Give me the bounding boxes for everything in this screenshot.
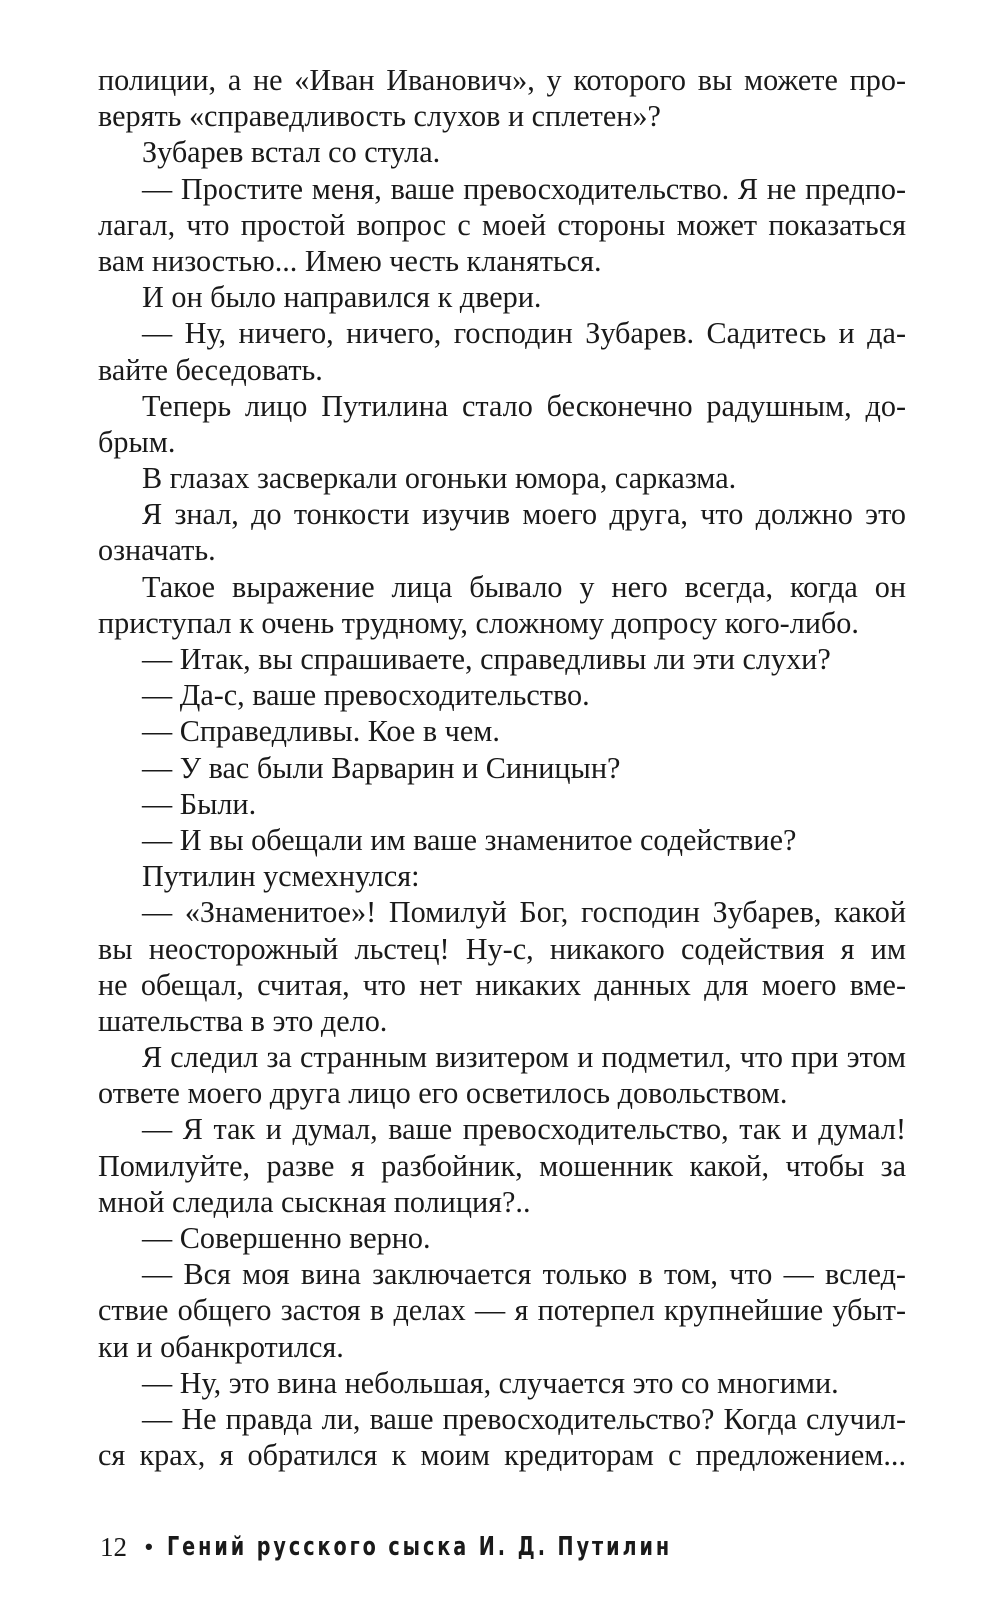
- text-line: — У вас были Варварин и Синицын?: [142, 750, 621, 785]
- text-line: — «Знаменитое»! Помилуй Бог, господин Зубарев, какой: [142, 895, 906, 930]
- text-line: Я следил за странным визитером и подметил, что при этом: [142, 1040, 906, 1075]
- text-line: — Были.: [142, 786, 257, 821]
- text-line: вам низостью... Имею честь кланяться.: [98, 243, 602, 278]
- text-line: — Не правда ли, ваше превосходительство? Когда случил-: [142, 1401, 906, 1436]
- text-line: — Ну, ничего, ничего, господин Зубарев. Садитесь и да-: [142, 316, 906, 351]
- text-line: приступал к очень трудному, сложному допросу кого-либо.: [98, 605, 859, 640]
- text-line: Я знал, до тонкости изучив моего друга, что должно это: [142, 497, 906, 532]
- text-line: ся крах, я обратился к моим кредиторам с предложением...: [98, 1438, 906, 1473]
- text-line: — Итак, вы спрашиваете, справедливы ли эти слухи?: [142, 642, 831, 676]
- text-line: Путилин усмехнулся:: [142, 859, 420, 894]
- text-line: означать.: [98, 533, 216, 568]
- running-title: Гений русского сыска И. Д. Путилин: [166, 1532, 672, 1562]
- text-line: — Да-с, ваше превосходительство.: [142, 678, 590, 713]
- text-line: ствие общего застоя в делах — я потерпел крупнейшие убыт-: [98, 1293, 906, 1328]
- text-line: лагал, что простой вопрос с моей стороны может показаться: [98, 207, 906, 242]
- text-line: верять «справедливость слухов и сплетен»?: [98, 99, 661, 134]
- text-line: — Ну, это вина небольшая, случается это со многими.: [142, 1365, 839, 1400]
- text-line: вайте беседовать.: [98, 352, 323, 387]
- footer-separator: •: [145, 1534, 153, 1559]
- text-line: — Совершенно верно.: [142, 1221, 431, 1255]
- text-line: Такое выражение лица бывало у него всегда, когда он: [142, 569, 906, 604]
- text-line: Теперь лицо Путилина стало бесконечно радушным, до-: [142, 388, 906, 423]
- text-line: шательства в это дело.: [98, 1003, 388, 1038]
- text-line: — И вы обещали им ваше знаменитое содействие?: [142, 822, 797, 857]
- text-line: — Справедливы. Кое в чем.: [142, 714, 500, 749]
- page-number: 12: [100, 1531, 127, 1562]
- text-line: — Я так и думал, ваше превосходительство, так и думал!: [142, 1112, 906, 1147]
- text-line: И он было направился к двери.: [142, 280, 542, 315]
- text-line: Помилуйте, разве я разбойник, мошенник какой, чтобы за: [98, 1148, 906, 1183]
- text-line: не обещал, считая, что нет никаких данных для моего вме-: [98, 967, 906, 1002]
- text-line: — Вся моя вина заключается только в том, что — вслед-: [142, 1257, 906, 1292]
- text-line: мной следила сыскная полиция?..: [98, 1184, 531, 1219]
- page-footer: [100, 1527, 783, 1567]
- text-line: вы неосторожный льстец! Ну-с, никакого содействия я им: [98, 931, 906, 966]
- text-line: полиции, а не «Иван Иванович», у которого вы можете про-: [98, 63, 906, 97]
- text-line: брым.: [98, 424, 176, 459]
- text-line: — Простите меня, ваше превосходительство. Я не предпо-: [142, 171, 906, 206]
- body-text: [98, 62, 906, 1473]
- text-line: Зубарев встал со стула.: [142, 135, 441, 170]
- text-line: ответе моего друга лицо его осветилось довольством.: [98, 1076, 788, 1111]
- text-line: ки и обанкротился.: [98, 1329, 344, 1364]
- text-line: В глазах засверкали огоньки юмора, сарказма.: [142, 461, 737, 496]
